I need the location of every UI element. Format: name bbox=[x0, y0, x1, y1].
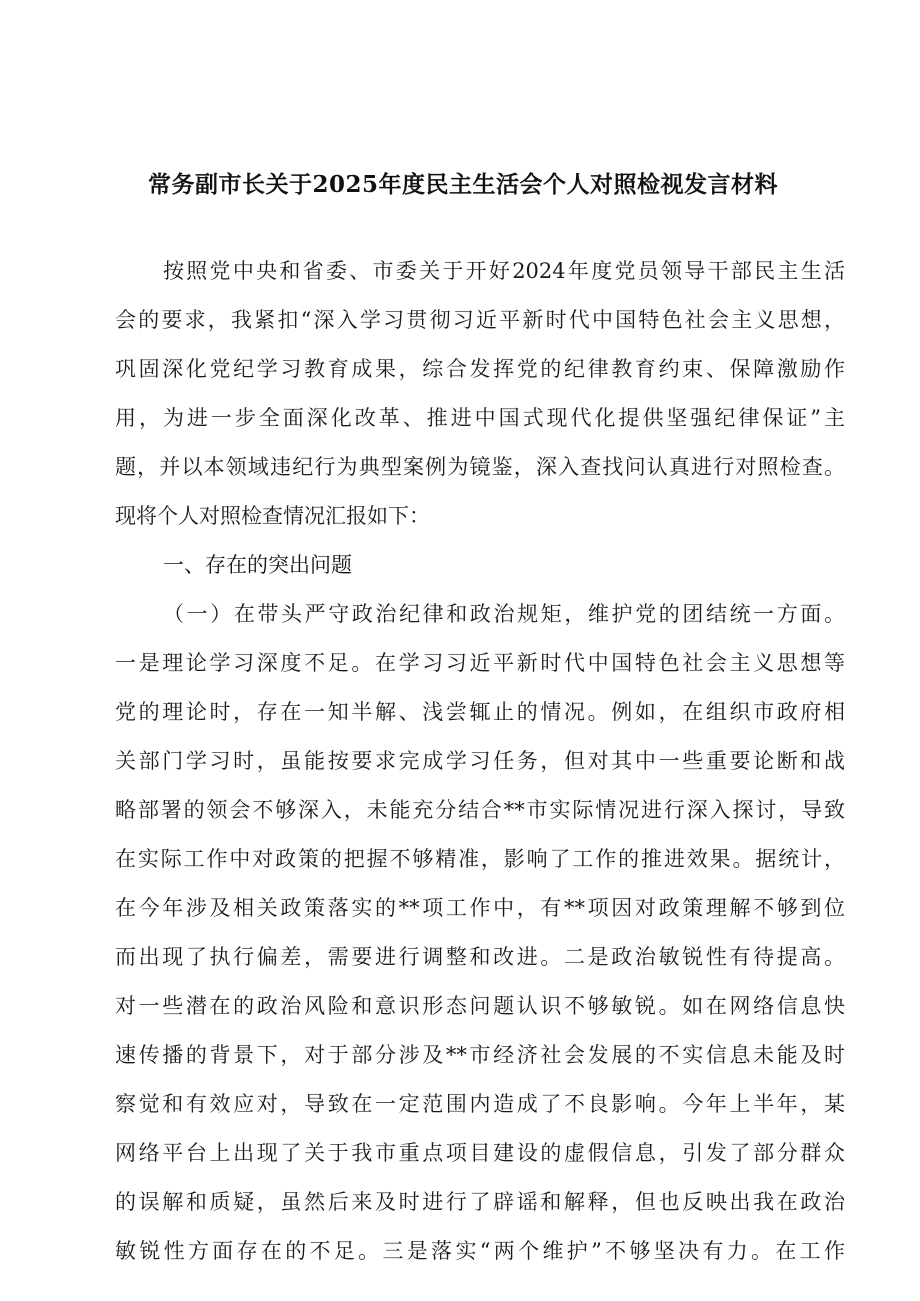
section-heading: 一、存在的突出问题 bbox=[163, 553, 352, 577]
body-line: 而出现了执行偏差，需要进行调整和改进。二是政治敏锐性有待提高。 bbox=[115, 945, 845, 969]
intro-line: 题，并以本领域违纪行为典型案例为镜鉴，深入查找问认真进行对照检查。 bbox=[115, 455, 845, 479]
body-line: 在今年涉及相关政策落实的**项工作中，有**项因对政策理解不够到位 bbox=[115, 896, 845, 920]
body-line: 一是理论学习深度不足。在学习习近平新时代中国特色社会主义思想等 bbox=[115, 651, 845, 675]
body-line: 敏锐性方面存在的不足。三是落实“两个维护”不够坚决有力。在工作 bbox=[115, 1239, 845, 1263]
intro-line: 用，为进一步全面深化改革、推进中国式现代化提供坚强纪律保证”主 bbox=[115, 406, 845, 430]
intro-line: 按照党中央和省委、市委关于开好2024年度党员领导干部民主生活 bbox=[163, 259, 845, 283]
body-line: （一）在带头严守政治纪律和政治规矩，维护党的团结统一方面。 bbox=[163, 602, 845, 626]
body-line: 的误解和质疑，虽然后来及时进行了辟谣和解释，但也反映出我在政治 bbox=[115, 1190, 845, 1214]
body-line: 党的理论时，存在一知半解、浅尝辄止的情况。例如，在组织市政府相 bbox=[115, 700, 845, 724]
body-line: 网络平台上出现了关于我市重点项目建设的虚假信息，引发了部分群众 bbox=[115, 1141, 845, 1165]
intro-line: 巩固深化党纪学习教育成果，综合发挥党的纪律教育约束、保障激励作 bbox=[115, 357, 845, 381]
body-line: 察觉和有效应对，导致在一定范围内造成了不良影响。今年上半年，某 bbox=[115, 1092, 845, 1116]
intro-line: 现将个人对照检查情况汇报如下： bbox=[115, 504, 430, 528]
body-line: 略部署的领会不够深入，未能充分结合**市实际情况进行深入探讨，导致 bbox=[115, 798, 845, 822]
body-line: 速传播的背景下，对于部分涉及**市经济社会发展的不实信息未能及时 bbox=[115, 1043, 845, 1067]
body-line: 关部门学习时，虽能按要求完成学习任务，但对其中一些重要论断和战 bbox=[115, 749, 845, 773]
body-line: 在实际工作中对政策的把握不够精准，影响了工作的推进效果。据统计， bbox=[115, 847, 845, 871]
body-line: 对一些潜在的政治风险和意识形态问题认识不够敏锐。如在网络信息快 bbox=[115, 994, 845, 1018]
document-title: 常务副市长关于2025年度民主生活会个人对照检视发言材料 bbox=[147, 171, 778, 198]
intro-line: 会的要求，我紧扣“深入学习贯彻习近平新时代中国特色社会主义思想， bbox=[115, 308, 845, 332]
